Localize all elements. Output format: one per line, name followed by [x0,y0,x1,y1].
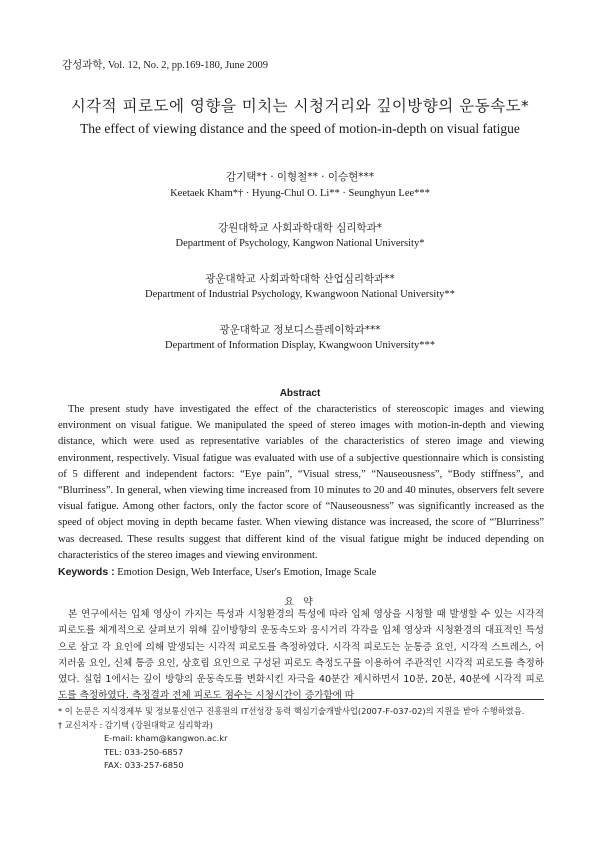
footnotes [58,705,558,773]
keywords-text: Emotion Design, Web Interface, User's Emotion, Image Scale [117,567,377,578]
title-korean: 시각적 피로도에 영향을 미치는 시청거리와 깊이방향의 운동속도* [70,97,530,115]
journal-citation: 감성과학, Vol. 12, No. 2, pp.169-180, June 2009 [62,60,269,71]
footnote-funding: * 이 논문은 지식경제부 및 정보통신연구 진흥원의 IT선성장 동력 핵심기술개발사업(2007-F-037-02)의 지원을 받아 수행하였음. [58,706,525,716]
keywords-label: Keywords : [58,566,115,578]
authors-korean: 감기택*† · 이형철** · 이승현*** [225,171,375,183]
summary-text: 본 연구에서는 입체 영상이 가지는 특성과 시청환경의 특성에 따라 입체 영상을 시청할 때 발생할 수 있는 시각적 피로도를 체계적으로 살펴보기 위해 깊이방향의 운동속도와 응시거리 각각을 입체 영상과 시청환경의 대표적인 특성으로 삼고 각 요인에 의해 발생되는 시각적 피로도를 측정하였다. 시각적 피로도는 눈통증 요인, 시각적 스트레스, 어지러움 요인, 신체 통증 요인, 상호립 요인으로 구성된 피로도 측정도구를 이용하여 주관적인 시각적 피로도를 측정하였다. 실험 1에서는 깊이 방향의 운동속도를 변화시킨 자극을 40분간 제시하면서 10분, 20분, 40분에 시각적 피로도를 측정하였다. 측정결과 전체 피로도 점수는 시청시간이 증가함에 따 [58,609,544,702]
affiliation-3-korean: 광운대학교 정보디스플레이학과*** [219,324,381,336]
summary-heading: 요 약 [284,597,316,608]
footnote-corresponding-author: † 교신저자 : 감기택 (강원대학교 심리학과) [58,719,213,730]
affiliation-1-korean: 강원대학교 사회과학대학 심리학과* [217,222,383,234]
footnote-divider [58,699,544,700]
affiliation-2-english: Department of Industrial Psychology, Kwangwoon National University** [145,289,455,300]
keywords-line [58,566,544,578]
authors-english: Keetaek Kham*† · Hyung-Chul O. Li** · Seunghyun Lee*** [170,188,430,199]
affiliation-3-english: Department of Information Display, Kwangwoon University*** [165,340,435,351]
footnote-fax: FAX: 033-257-6850 [104,760,184,771]
title-english: The effect of viewing distance and the speed of motion-in-depth on visual fatigue [80,121,520,136]
footnote-email: E-mail: kham@kangwon.ac.kr [104,733,228,744]
footnote-tel: TEL: 033-250-6857 [104,746,184,757]
abstract-text: The present study have investigated the effect of the characteristics of stereoscopic images and viewing environment on visual fatigue. We manipulated the speed of stereo images with motion-in-depth and viewing distance, which were used as representative variables of the characteristics of stereo image and viewing environment, respectively. Visual fatigue was evaluated with use of a subjective questionnaire which is consisting of 5 different and independent factors: “Eye pain”, “Visual stress,” “Nauseousness”, “Body stiffness”, and “Blurriness”. In general, when viewing time increased from 10 minutes to 20 and 40 minutes, observers felt severe visual fatigue. Among other factors, only the factor score of “Nauseousness” was significantly increased as the speed of object moving in depth became faster. When viewing distance was increased, the score of “'Blurriness” was decreased. These results suggest that different kind of the visual fatigue might be induced depending on characteristics of the stereo images and viewing environment. [58,404,544,561]
affiliation-2-korean: 광운대학교 사회과학대학 산업심리학과** [205,273,395,285]
affiliation-1-english: Department of Psychology, Kangwon National University* [175,238,425,249]
abstract-heading: Abstract [279,388,321,399]
